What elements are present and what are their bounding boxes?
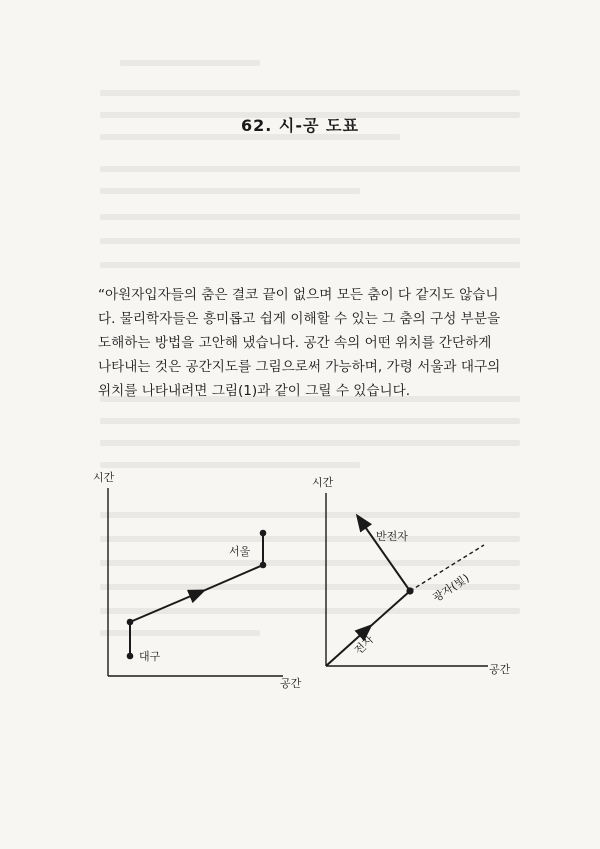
paragraph-line: 다. 물리학자들은 흥미롭고 쉽게 이해할 수 있는 그 춤의 구성 부분을	[98, 311, 501, 327]
d2-y-axis-label: 시간	[312, 476, 334, 489]
paragraph-line: 나타내는 것은 공간지도를 그림으로써 가능하며, 가령 서울과 대구의	[98, 359, 501, 375]
d2-electron-line	[364, 591, 410, 632]
paragraph-line: 위치를 나타내려면 그림(1)과 같이 그릴 수 있습니다.	[98, 383, 411, 399]
page-title: 62. 시-공 도표	[241, 116, 359, 135]
d2-vertex-point	[406, 587, 413, 594]
d1-label-start: 대구	[139, 650, 161, 663]
paragraph-line: 도해하는 방법을 고안해 냈습니다. 공간 속의 어떤 위치를 간단하게	[98, 335, 492, 351]
d2-x-axis-label: 공간	[489, 663, 511, 676]
d2-label-positron: 반전자	[376, 530, 408, 543]
d1-x-axis-label: 공간	[280, 677, 302, 690]
d2-label-electron: 전자	[351, 632, 377, 658]
d2-label-photon: 광자(빛)	[430, 571, 472, 605]
d1-label-end: 서울	[229, 545, 251, 558]
d1-y-axis-label: 시간	[93, 471, 115, 484]
paragraph-line: “아원자입자들의 춤은 결코 끝이 없으며 모든 춤이 다 같지도 않습니	[98, 287, 499, 303]
